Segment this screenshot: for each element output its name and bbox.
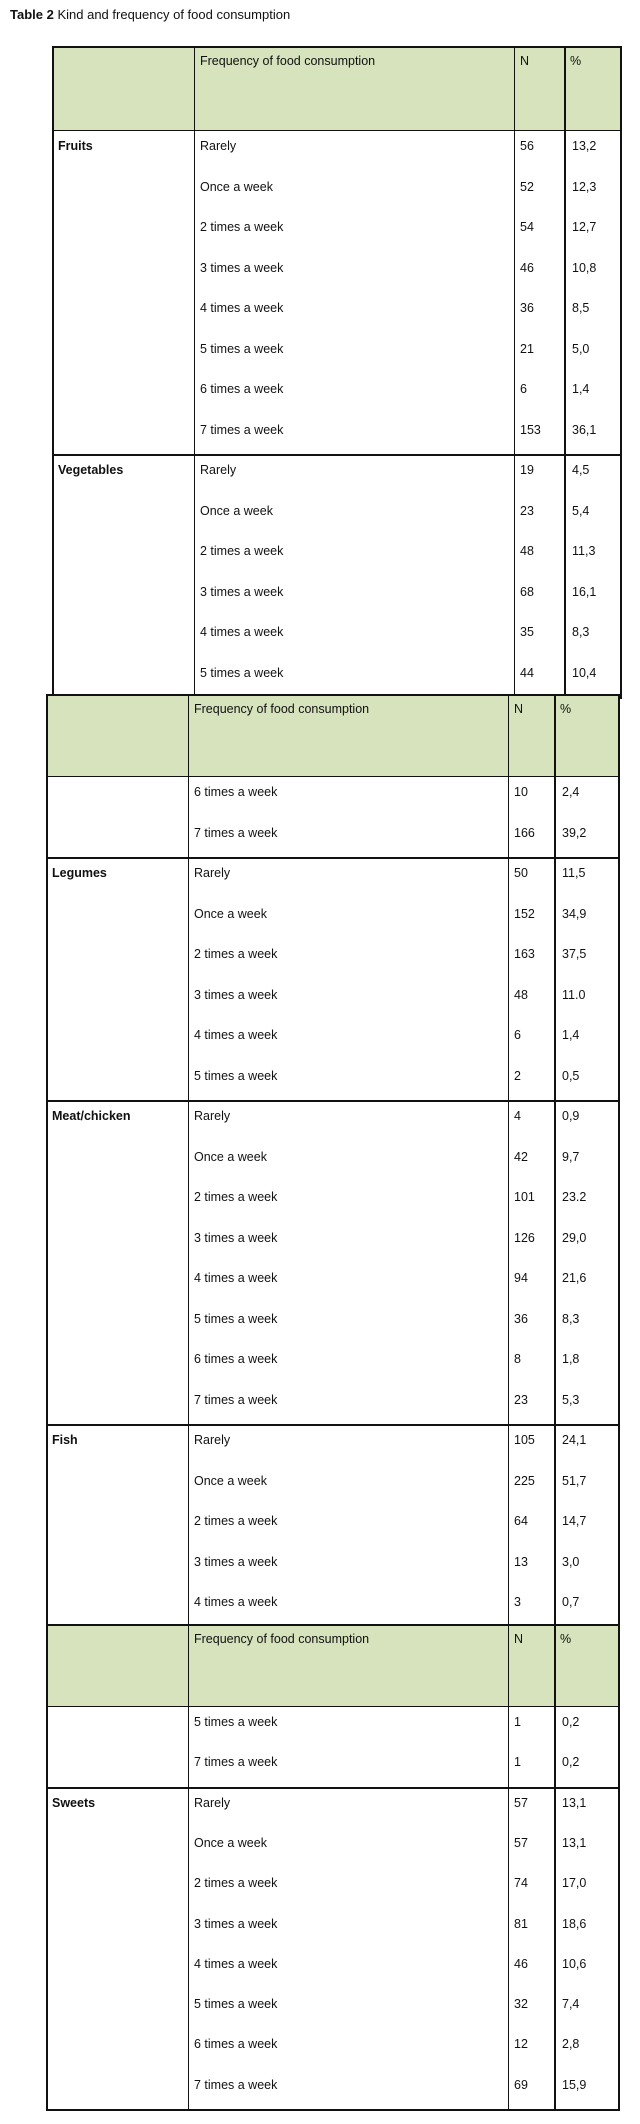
count-cell: 225 bbox=[514, 1473, 535, 1488]
percent-cell: 11.0 bbox=[562, 987, 586, 1002]
count-cell: 74 bbox=[514, 1876, 528, 1891]
frequency-cell: 5 times a week bbox=[194, 1311, 278, 1326]
percent-cell: 0,7 bbox=[562, 1595, 580, 1609]
category-label: Sweets bbox=[52, 1795, 96, 1810]
frequency-cell: Rarely bbox=[194, 866, 231, 880]
count-cell: 19 bbox=[520, 463, 534, 477]
percent-cell: 1,4 bbox=[562, 1028, 580, 1042]
frequency-cell: Once a week bbox=[200, 179, 273, 194]
percent-cell: 3,0 bbox=[562, 1554, 580, 1569]
frequency-cell: 6 times a week bbox=[194, 785, 278, 799]
percent-cell: 13,2 bbox=[572, 139, 597, 153]
column-divider bbox=[188, 1626, 189, 2109]
header-col2: Frequency of food consumption bbox=[194, 1632, 370, 1646]
count-cell: 32 bbox=[514, 1997, 528, 2012]
caption-label: Table 2 bbox=[10, 7, 54, 22]
count-cell: 64 bbox=[514, 1514, 528, 1528]
header-divider bbox=[48, 776, 618, 777]
frequency-cell: 3 times a week bbox=[200, 260, 284, 275]
count-cell: 6 bbox=[514, 1028, 521, 1042]
count-cell: 2 bbox=[514, 1068, 521, 1083]
percent-cell: 8,5 bbox=[572, 301, 590, 315]
frequency-cell: 6 times a week bbox=[194, 2037, 278, 2052]
count-cell: 8 bbox=[514, 1352, 521, 1366]
frequency-cell: 2 times a week bbox=[200, 544, 284, 558]
count-cell: 52 bbox=[520, 179, 534, 194]
count-cell: 23 bbox=[514, 1392, 528, 1407]
count-cell: 13 bbox=[514, 1554, 528, 1569]
frequency-cell: 4 times a week bbox=[194, 1595, 278, 1609]
frequency-cell: 7 times a week bbox=[194, 825, 278, 840]
percent-cell: 13,1 bbox=[562, 1795, 587, 1810]
frequency-cell: 3 times a week bbox=[200, 584, 284, 599]
count-cell: 46 bbox=[514, 1956, 528, 1971]
percent-cell: 14,7 bbox=[562, 1514, 587, 1528]
category-label: Fish bbox=[52, 1433, 78, 1447]
count-cell: 68 bbox=[520, 584, 534, 599]
count-cell: 46 bbox=[520, 260, 534, 275]
column-divider bbox=[194, 48, 195, 697]
count-cell: 48 bbox=[514, 987, 528, 1002]
count-cell: 152 bbox=[514, 906, 535, 921]
count-cell: 1 bbox=[514, 1755, 521, 1770]
count-cell: 57 bbox=[514, 1795, 528, 1810]
count-cell: 50 bbox=[514, 866, 528, 880]
column-divider bbox=[554, 1626, 556, 2109]
count-cell: 56 bbox=[520, 139, 534, 153]
percent-cell: 18,6 bbox=[562, 1916, 587, 1931]
frequency-cell: 3 times a week bbox=[194, 1916, 278, 1931]
percent-cell: 0,2 bbox=[562, 1755, 580, 1770]
percent-cell: 8,3 bbox=[572, 625, 590, 639]
count-cell: 21 bbox=[520, 341, 534, 356]
count-cell: 6 bbox=[520, 382, 527, 396]
frequency-cell: 2 times a week bbox=[194, 1876, 278, 1891]
count-cell: 36 bbox=[514, 1311, 528, 1326]
frequency-cell: 4 times a week bbox=[194, 1956, 278, 1971]
frequency-cell: 5 times a week bbox=[194, 1715, 278, 1729]
percent-cell: 51,7 bbox=[562, 1473, 587, 1488]
column-divider bbox=[508, 1626, 509, 2109]
frequency-cell: 3 times a week bbox=[194, 987, 278, 1002]
percent-cell: 21,6 bbox=[562, 1271, 587, 1285]
percent-cell: 12,3 bbox=[572, 179, 597, 194]
group-divider bbox=[54, 454, 620, 456]
column-divider bbox=[564, 48, 566, 697]
frequency-cell: 7 times a week bbox=[194, 1392, 278, 1407]
table-caption bbox=[10, 6, 290, 24]
percent-cell: 16,1 bbox=[572, 584, 597, 599]
frequency-cell: Rarely bbox=[200, 139, 237, 153]
percent-cell: 10,4 bbox=[572, 665, 597, 680]
frequency-cell: 2 times a week bbox=[194, 1514, 278, 1528]
frequency-cell: 5 times a week bbox=[194, 1068, 278, 1083]
percent-cell: 0,9 bbox=[562, 1109, 580, 1123]
category-label: Vegetables bbox=[58, 463, 124, 477]
frequency-cell: 7 times a week bbox=[194, 1755, 278, 1770]
percent-cell: 34,9 bbox=[562, 906, 587, 921]
percent-cell: 8,3 bbox=[562, 1311, 580, 1326]
header-col4: % bbox=[570, 54, 582, 68]
count-cell: 3 bbox=[514, 1595, 521, 1609]
count-cell: 54 bbox=[520, 220, 534, 234]
column-divider bbox=[508, 696, 509, 1627]
frequency-cell: 5 times a week bbox=[200, 665, 284, 680]
header-divider bbox=[54, 130, 620, 131]
category-label: Meat/chicken bbox=[52, 1109, 131, 1123]
frequency-cell: 2 times a week bbox=[194, 1190, 278, 1204]
column-divider bbox=[188, 696, 189, 1627]
header-divider bbox=[48, 1706, 618, 1707]
percent-cell: 37,5 bbox=[562, 947, 587, 961]
frequency-cell: Once a week bbox=[194, 1835, 267, 1850]
count-cell: 81 bbox=[514, 1916, 528, 1931]
count-cell: 126 bbox=[514, 1230, 535, 1245]
frequency-cell: 4 times a week bbox=[194, 1271, 278, 1285]
header-col3: N bbox=[514, 702, 524, 716]
frequency-cell: Once a week bbox=[194, 1473, 267, 1488]
count-cell: 94 bbox=[514, 1271, 528, 1285]
frequency-cell: Once a week bbox=[194, 906, 267, 921]
frequency-cell: Once a week bbox=[200, 503, 273, 518]
category-label: Fruits bbox=[58, 139, 93, 153]
frequency-cell: Rarely bbox=[194, 1795, 231, 1810]
count-cell: 10 bbox=[514, 785, 528, 799]
percent-cell: 0,5 bbox=[562, 1068, 580, 1083]
frequency-cell: 5 times a week bbox=[200, 341, 284, 356]
percent-cell: 36,1 bbox=[572, 422, 597, 437]
percent-cell: 10,8 bbox=[572, 260, 597, 275]
header-col2: Frequency of food consumption bbox=[194, 702, 370, 716]
percent-cell: 12,7 bbox=[572, 220, 597, 234]
percent-cell: 29,0 bbox=[562, 1230, 587, 1245]
header-col3: N bbox=[520, 54, 530, 68]
count-cell: 1 bbox=[514, 1715, 521, 1729]
count-cell: 163 bbox=[514, 947, 535, 961]
data-table bbox=[46, 1624, 620, 2111]
percent-cell: 1,4 bbox=[572, 382, 590, 396]
frequency-cell: 7 times a week bbox=[194, 2077, 278, 2092]
percent-cell: 11,5 bbox=[562, 866, 586, 880]
frequency-cell: 5 times a week bbox=[194, 1997, 278, 2012]
percent-cell: 11,3 bbox=[572, 544, 596, 558]
percent-cell: 15,9 bbox=[562, 2077, 587, 2092]
frequency-cell: Rarely bbox=[194, 1109, 231, 1123]
count-cell: 12 bbox=[514, 2037, 528, 2052]
frequency-cell: Once a week bbox=[194, 1149, 267, 1164]
percent-cell: 13,1 bbox=[562, 1835, 587, 1850]
frequency-cell: 4 times a week bbox=[200, 625, 284, 639]
group-divider bbox=[48, 1100, 618, 1102]
header-col2: Frequency of food consumption bbox=[200, 54, 376, 68]
frequency-cell: 3 times a week bbox=[194, 1554, 278, 1569]
column-divider bbox=[554, 696, 556, 1627]
group-divider bbox=[48, 1424, 618, 1426]
header-col3: N bbox=[514, 1632, 524, 1646]
percent-cell: 4,5 bbox=[572, 463, 590, 477]
frequency-cell: Rarely bbox=[200, 463, 237, 477]
group-divider bbox=[48, 857, 618, 859]
count-cell: 48 bbox=[520, 544, 534, 558]
count-cell: 23 bbox=[520, 503, 534, 518]
percent-cell: 23.2 bbox=[562, 1190, 587, 1204]
count-cell: 105 bbox=[514, 1433, 535, 1447]
count-cell: 166 bbox=[514, 825, 535, 840]
percent-cell: 5,3 bbox=[562, 1392, 580, 1407]
frequency-cell: 3 times a week bbox=[194, 1230, 278, 1245]
column-divider bbox=[514, 48, 515, 697]
percent-cell: 24,1 bbox=[562, 1433, 587, 1447]
frequency-cell: 6 times a week bbox=[200, 382, 284, 396]
frequency-cell: 2 times a week bbox=[200, 220, 284, 234]
percent-cell: 5,4 bbox=[572, 503, 590, 518]
frequency-cell: Rarely bbox=[194, 1433, 231, 1447]
header-col4: % bbox=[560, 1632, 572, 1646]
frequency-cell: 6 times a week bbox=[194, 1352, 278, 1366]
count-cell: 57 bbox=[514, 1835, 528, 1850]
data-table bbox=[52, 46, 622, 699]
data-table bbox=[46, 694, 620, 1629]
category-label: Legumes bbox=[52, 866, 107, 880]
header-col4: % bbox=[560, 702, 572, 716]
percent-cell: 10,6 bbox=[562, 1956, 587, 1971]
count-cell: 101 bbox=[514, 1190, 535, 1204]
percent-cell: 2,8 bbox=[562, 2037, 580, 2052]
frequency-cell: 4 times a week bbox=[200, 301, 284, 315]
percent-cell: 7,4 bbox=[562, 1997, 580, 2012]
percent-cell: 0,2 bbox=[562, 1715, 580, 1729]
count-cell: 36 bbox=[520, 301, 534, 315]
count-cell: 153 bbox=[520, 422, 541, 437]
caption-text: Kind and frequency of food consumption bbox=[57, 7, 291, 22]
count-cell: 4 bbox=[514, 1109, 521, 1123]
count-cell: 35 bbox=[520, 625, 534, 639]
count-cell: 44 bbox=[520, 665, 534, 680]
percent-cell: 1,8 bbox=[562, 1352, 580, 1366]
percent-cell: 39,2 bbox=[562, 825, 587, 840]
frequency-cell: 4 times a week bbox=[194, 1028, 278, 1042]
group-divider bbox=[48, 1787, 618, 1789]
count-cell: 69 bbox=[514, 2077, 528, 2092]
frequency-cell: 2 times a week bbox=[194, 947, 278, 961]
percent-cell: 2,4 bbox=[562, 785, 580, 799]
count-cell: 42 bbox=[514, 1149, 528, 1164]
percent-cell: 17,0 bbox=[562, 1876, 587, 1891]
percent-cell: 9,7 bbox=[562, 1149, 580, 1164]
percent-cell: 5,0 bbox=[572, 341, 590, 356]
frequency-cell: 7 times a week bbox=[200, 422, 284, 437]
